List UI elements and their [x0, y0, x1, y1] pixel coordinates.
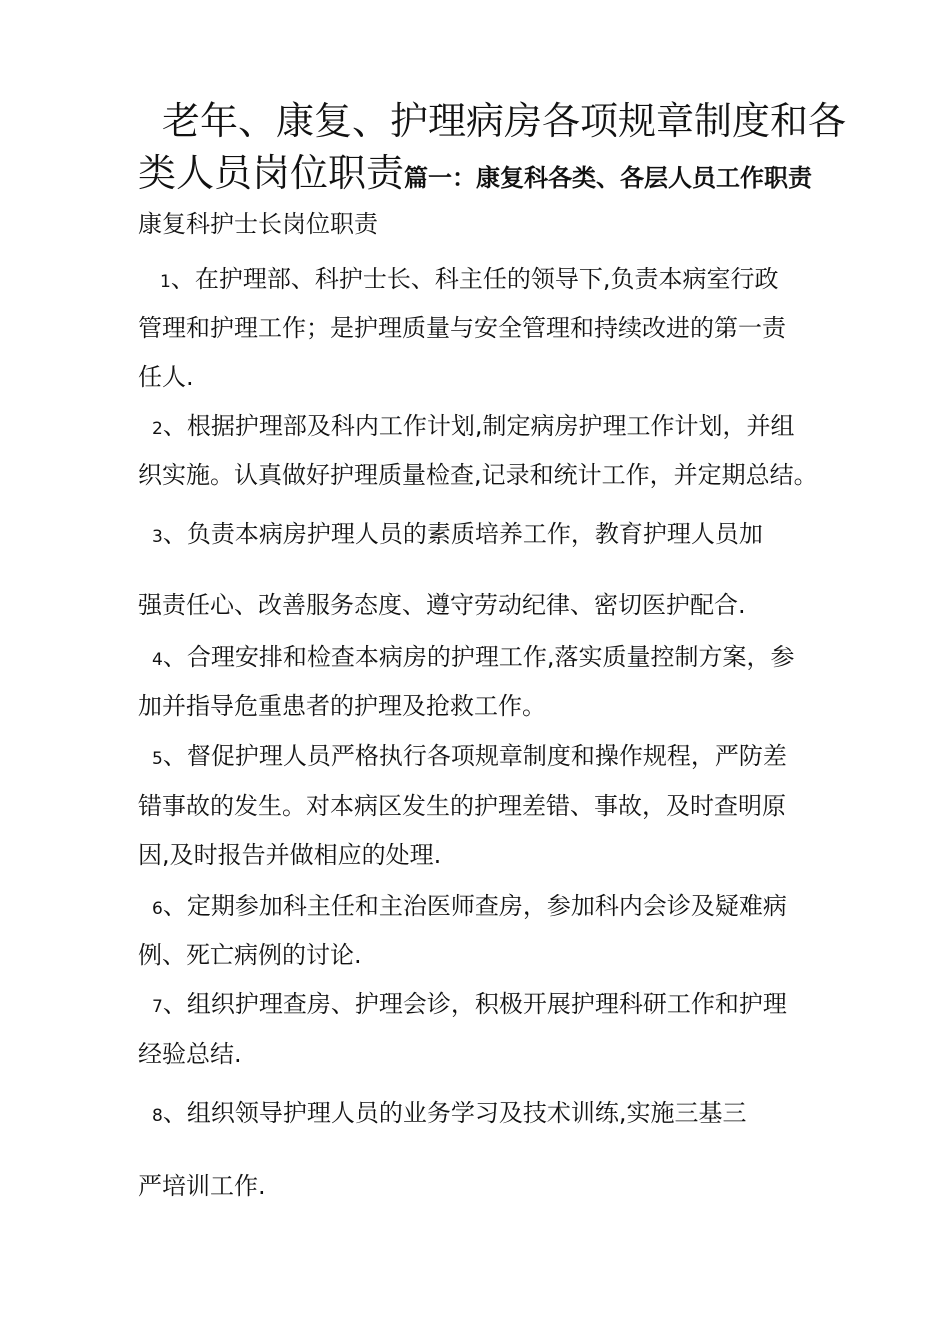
- item-text: 、合理安排和检查本病房的护理工作,落实质量控制方案，参: [162, 643, 795, 671]
- title-line-2: [138, 150, 812, 201]
- item-2-line-2: 织实施。认真做好护理质量检查,记录和统计工作，并定期总结。: [138, 461, 818, 489]
- item-number: 3: [152, 527, 163, 547]
- item-4-line-1: [152, 641, 794, 676]
- item-1-line-1: [160, 263, 778, 298]
- item-text: 、根据护理部及科内工作计划,制定病房护理工作计划，并组: [162, 412, 795, 440]
- item-3-line-2: 强责任心、改善服务态度、遵守劳动纪律、密切医护配合.: [138, 591, 746, 619]
- item-number: 4: [152, 650, 163, 670]
- title-subtitle: 篇一：康复科各类、各层人员工作职责: [404, 164, 813, 192]
- item-1-line-3: 任人.: [138, 363, 194, 391]
- item-number: 5: [152, 749, 163, 769]
- item-5-line-1: [152, 740, 787, 775]
- item-7-line-1: [152, 988, 787, 1023]
- item-text: 、负责本病房护理人员的素质培养工作，教育护理人员加: [162, 520, 763, 548]
- item-number: 1: [160, 272, 171, 292]
- item-number: 7: [152, 997, 163, 1017]
- title-line-1: [162, 98, 846, 144]
- item-6-line-1: [152, 890, 787, 925]
- item-number: 8: [152, 1106, 163, 1126]
- item-7-line-2: 经验总结.: [138, 1040, 242, 1068]
- item-number: 2: [152, 419, 163, 439]
- item-number: 6: [152, 899, 163, 919]
- item-4-line-2: 加并指导危重患者的护理及抢救工作。: [138, 692, 546, 720]
- item-text: 、定期参加科主任和主治医师查房，参加科内会诊及疑难病: [162, 892, 787, 920]
- item-text: 、在护理部、科护士长、科主任的领导下,负责本病室行政: [170, 265, 779, 293]
- section-heading: 康复科护士长岗位职责: [138, 210, 378, 238]
- title-text-1: 老年、康复、护理病房各项规章制度和各: [162, 99, 847, 143]
- item-5-line-3: 因,及时报告并做相应的处理.: [138, 841, 442, 869]
- item-8-line-1: [152, 1097, 746, 1132]
- item-text: 、组织护理查房、护理会诊，积极开展护理科研工作和护理: [162, 990, 787, 1018]
- item-1-line-2: 管理和护理工作；是护理质量与安全管理和持续改进的第一责: [138, 314, 786, 342]
- title-text-2: 类人员岗位职责: [138, 151, 405, 195]
- item-text: 、组织领导护理人员的业务学习及技术训练,实施三基三: [162, 1099, 747, 1127]
- item-3-line-1: [152, 518, 763, 553]
- item-text: 、督促护理人员严格执行各项规章制度和操作规程，严防差: [162, 742, 787, 770]
- item-6-line-2: 例、死亡病例的讨论.: [138, 941, 362, 969]
- item-8-line-2: 严培训工作.: [138, 1172, 266, 1200]
- item-2-line-1: [152, 410, 794, 445]
- item-5-line-2: 错事故的发生。对本病区发生的护理差错、事故，及时查明原: [138, 792, 786, 820]
